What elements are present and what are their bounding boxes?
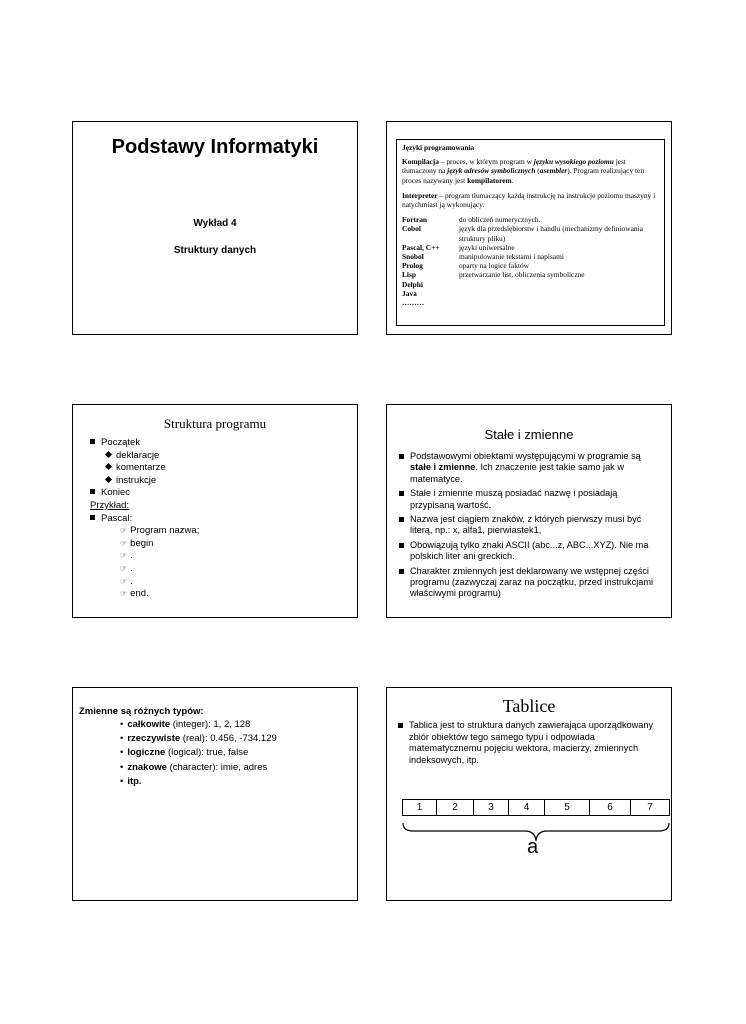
array-cell: 5 (545, 800, 590, 815)
list-item: • całkowite (integer): 1, 2, 128 (120, 719, 251, 730)
square-bullet-icon (90, 439, 95, 444)
language-row: ……… (402, 298, 425, 308)
square-bullet-icon (399, 517, 404, 522)
code-line: ☞ end. (120, 588, 149, 600)
slide-constants-variables (386, 404, 672, 618)
list-item: Podstawowymi obiektami występującymi w programie są stałe i zmienne. Ich znaczenie jest takie samo jak w matematyce. (399, 451, 661, 485)
array-cell: 7 (647, 802, 653, 813)
array-cell: 3 (474, 800, 509, 815)
square-bullet-icon (90, 515, 95, 520)
pointing-hand-icon: ☞ (120, 526, 128, 536)
slide3-body (90, 437, 199, 601)
code-line: ☞ Program nazwa; (120, 525, 200, 537)
slide-title (72, 121, 358, 335)
code-line: ☞ begin (120, 537, 154, 549)
array-cell: 6 (590, 800, 631, 815)
list-item: Nazwa jest ciągiem znaków, z których pierwszy musi być literą, np.: x, alfa1, pierwiastek1, (399, 514, 661, 537)
code-line: ☞ . (120, 562, 133, 574)
square-bullet-icon (399, 491, 404, 496)
array-row (402, 799, 670, 816)
types-list (120, 718, 277, 789)
square-bullet-icon (399, 454, 404, 459)
list-item: Początek (90, 437, 199, 450)
list-item: instrukcje (90, 475, 199, 488)
slide5-heading: Zmienne są różnych typów: (79, 706, 204, 717)
language-row: Pascal, C++ języki uniwersalne (402, 242, 515, 252)
example-label: Przykład: (90, 499, 130, 511)
slide3-title: Struktura programu (163, 416, 267, 431)
language-row: Snobol manipulowanie tekstami i napisami (402, 252, 564, 262)
list-item: Obowiązują tylko znaki ASCII (abc...z, ABC...XYZ). Nie ma polskich liter ani greckich. (399, 540, 661, 563)
square-bullet-icon (90, 489, 95, 494)
list-item: komentarze (90, 462, 199, 475)
array-cell: 1 (403, 800, 437, 815)
list-item: Pascal: (90, 513, 199, 526)
diamond-bullet-icon (105, 476, 112, 483)
code-line: ☞ . (120, 550, 133, 562)
slide-arrays (386, 687, 672, 901)
slide2-heading: Języki programowania (402, 143, 475, 152)
slide2-interpreter: Interpreter – program tłumaczący każdą instrukcję na instrukcje poziomu maszyny i natychmiast ją wykonujący. (402, 190, 656, 210)
list-item: • znakowe (character): imie, adres (120, 761, 268, 773)
list-item: deklaracje (90, 450, 199, 463)
list-item: • logiczne (logical): true, false (120, 747, 249, 759)
language-row: Java (402, 288, 417, 298)
slide6-body: Tablica jest to struktura danych zawierająca uporządkowany zbiór obiektów tego samego typu i odpowiada matematycznemu pojęciu wektora, macierzy, zmiennych indeksowych, itp. (398, 720, 661, 766)
pointing-hand-icon: ☞ (120, 563, 128, 573)
square-bullet-icon (398, 723, 403, 728)
language-row: Fortran do obliczeń numerycznych. (402, 215, 541, 225)
interpreter-term: Interpreter (402, 190, 438, 200)
language-row: Cobol język dla przedsiębiorstw i handlu (mechanizmy definiowania struktury pliku) (402, 224, 643, 243)
slide-languages (386, 121, 672, 335)
list-item: Stałe i zmienne muszą posiadać nazwę i posiadają przypisaną wartość. (399, 488, 661, 511)
diamond-bullet-icon (105, 451, 112, 458)
diamond-bullet-icon (105, 463, 112, 470)
array-cell: 4 (509, 800, 545, 815)
language-row: Delphi (402, 279, 423, 289)
slide2-inner-frame (396, 139, 665, 326)
language-row: Lisp przetwarzanie list, obliczenia symboliczne (402, 270, 585, 280)
list-item: Koniec (90, 487, 199, 500)
pointing-hand-icon: ☞ (120, 576, 128, 586)
languages-list (402, 215, 659, 307)
pointing-hand-icon: ☞ (120, 551, 128, 561)
code-line: ☞ . (120, 575, 133, 587)
list-item: Charakter zmiennych jest deklarowany we wstępnej części programu (zazwyczaj zaraz na początku, przed instrukcjami właściwymi programu) (399, 566, 661, 600)
language-row: Prolog oparty na logice faktów (402, 261, 529, 271)
list-item: • itp. (120, 775, 142, 787)
slide2-compilation: Kompilacja – proces, w którym program w języku wysokiego poziomu jest tłumaczony na język adresów symbolicznych (asembler). Program realizujący ten proces nazywany jest kompilatorem. (402, 157, 645, 185)
slide6-title: Tablice (502, 696, 556, 716)
square-bullet-icon (399, 543, 404, 548)
slide4-title: Stałe i zmienne (484, 427, 574, 442)
compilation-term: Kompilacja (402, 157, 439, 167)
slide1-title: Podstawy Informatyki (111, 136, 319, 158)
slide1-lecture: Wykład 4 (193, 218, 237, 229)
array-label: a (527, 836, 539, 858)
slide4-body (399, 451, 661, 603)
square-bullet-icon (399, 569, 404, 574)
list-item: • rzeczywiste (real): 0.456, -734.129 (120, 733, 277, 745)
slide-variable-types (72, 687, 358, 901)
pointing-hand-icon: ☞ (120, 538, 128, 548)
slide-program-structure (72, 404, 358, 618)
pointing-hand-icon: ☞ (120, 589, 128, 599)
array-cell: 2 (437, 800, 474, 815)
slide1-topic: Struktury danych (173, 245, 257, 256)
